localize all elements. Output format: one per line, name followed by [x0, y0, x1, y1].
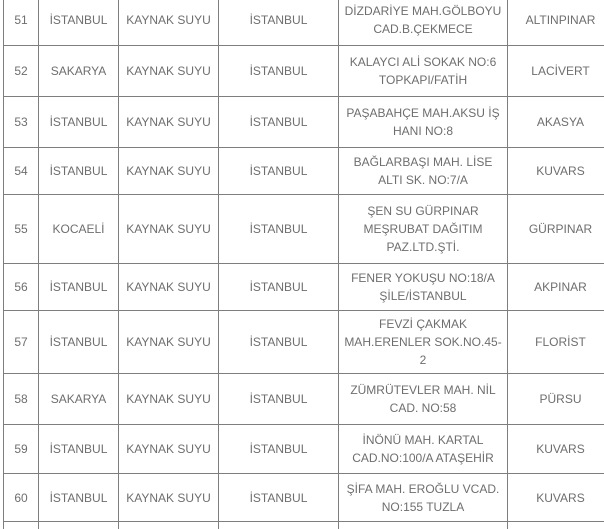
table-row	[4, 195, 604, 264]
cell-province: İSTANBUL	[39, 264, 119, 311]
table-row	[4, 97, 604, 148]
cell-province: İSTANBUL	[39, 311, 119, 374]
cell-product-type: KAYNAK SUYU	[119, 311, 219, 374]
cell-brand: AKASYA	[508, 97, 604, 148]
cell-province: İSTANBUL	[39, 0, 119, 46]
cell-address: KALAYCI ALİ SOKAK NO:6 TOPKAPI/FATİH	[339, 46, 508, 97]
cell-province: İSTANBUL	[39, 148, 119, 195]
cell-city: İSTANBUL	[219, 264, 339, 311]
cell-product-type: KAYNAK SUYU	[119, 148, 219, 195]
cell-address: ZÜMRÜTEVLER MAH. NİL CAD. NO:58	[339, 374, 508, 425]
cell-province: İSTANBUL	[39, 97, 119, 148]
cell-city: İSTANBUL	[219, 97, 339, 148]
cell-row-number: 59	[4, 425, 39, 474]
cell-province: İSTANBUL	[39, 425, 119, 474]
table-row	[4, 474, 604, 522]
cell-product-type: KAYNAK SUYU	[119, 374, 219, 425]
cell-row-number: 58	[4, 374, 39, 425]
table-row	[4, 311, 604, 374]
cell-province: SAKARYA	[39, 374, 119, 425]
cell-brand: GÜRPINAR	[508, 195, 604, 264]
cell-row-number: 55	[4, 195, 39, 264]
cell-row-number: 52	[4, 46, 39, 97]
water-brands-table	[3, 0, 604, 529]
cell-product-type	[119, 522, 219, 529]
cell-row-number: 51	[4, 0, 39, 46]
cell-product-type: KAYNAK SUYU	[119, 0, 219, 46]
cell-city: İSTANBUL	[219, 425, 339, 474]
cell-address: FENER YOKUŞU NO:18/A ŞİLE/İSTANBUL	[339, 264, 508, 311]
cell-row-number: 54	[4, 148, 39, 195]
cell-address: PAŞABAHÇE MAH.AKSU İŞ HANI NO:8	[339, 97, 508, 148]
cell-row-number: 56	[4, 264, 39, 311]
cell-address: FEVZİ ÇAKMAK MAH.ERENLER SOK.NO.45-2	[339, 311, 508, 374]
cell-row-number: 60	[4, 474, 39, 522]
cell-brand: KUVARS	[508, 425, 604, 474]
table-row	[4, 264, 604, 311]
cell-row-number: 53	[4, 97, 39, 148]
cell-address: DİZDARİYE MAH.GÖLBOYU CAD.B.ÇEKMECE	[339, 0, 508, 46]
cell-brand: KUVARS	[508, 474, 604, 522]
table-row	[4, 0, 604, 46]
cell-city: İSTANBUL	[219, 374, 339, 425]
cell-product-type: KAYNAK SUYU	[119, 46, 219, 97]
cell-product-type: KAYNAK SUYU	[119, 474, 219, 522]
table-row-partial	[4, 522, 604, 529]
cell-brand: FLORİST	[508, 311, 604, 374]
cell-brand: KUVARS	[508, 148, 604, 195]
cell-address: BAĞLARBAŞI MAH. LİSE ALTI SK. NO:7/A	[339, 148, 508, 195]
cell-city	[219, 522, 339, 529]
cell-city: İSTANBUL	[219, 195, 339, 264]
table-row	[4, 46, 604, 97]
table-row	[4, 425, 604, 474]
cell-city: İSTANBUL	[219, 474, 339, 522]
cell-brand: AKPINAR	[508, 264, 604, 311]
cell-product-type: KAYNAK SUYU	[119, 264, 219, 311]
cell-province: İSTANBUL	[39, 474, 119, 522]
cell-province: KOCAELİ	[39, 195, 119, 264]
cell-row-number: 57	[4, 311, 39, 374]
cell-address: İNÖNÜ MAH. KARTAL CAD.NO:100/A ATAŞEHİR	[339, 425, 508, 474]
cell-city: İSTANBUL	[219, 46, 339, 97]
cell-product-type: KAYNAK SUYU	[119, 97, 219, 148]
cell-city: İSTANBUL	[219, 148, 339, 195]
cell-brand: ALTINPINAR	[508, 0, 604, 46]
cell-province: SAKARYA	[39, 46, 119, 97]
cell-address: ŞİFA MAH. EROĞLU VCAD. NO:155 TUZLA	[339, 474, 508, 522]
cell-address	[339, 522, 508, 529]
table-row	[4, 148, 604, 195]
cell-brand	[508, 522, 604, 529]
table-row	[4, 374, 604, 425]
cell-brand: LACİVERT	[508, 46, 604, 97]
cell-city: İSTANBUL	[219, 311, 339, 374]
cell-province	[39, 522, 119, 529]
cell-product-type: KAYNAK SUYU	[119, 195, 219, 264]
cell-city: İSTANBUL	[219, 0, 339, 46]
cell-product-type: KAYNAK SUYU	[119, 425, 219, 474]
cell-address: ŞEN SU GÜRPINAR MEŞRUBAT DAĞITIM PAZ.LTD.ŞTİ.	[339, 195, 508, 264]
cell-brand: PÜRSU	[508, 374, 604, 425]
cell-row-number	[4, 522, 39, 529]
